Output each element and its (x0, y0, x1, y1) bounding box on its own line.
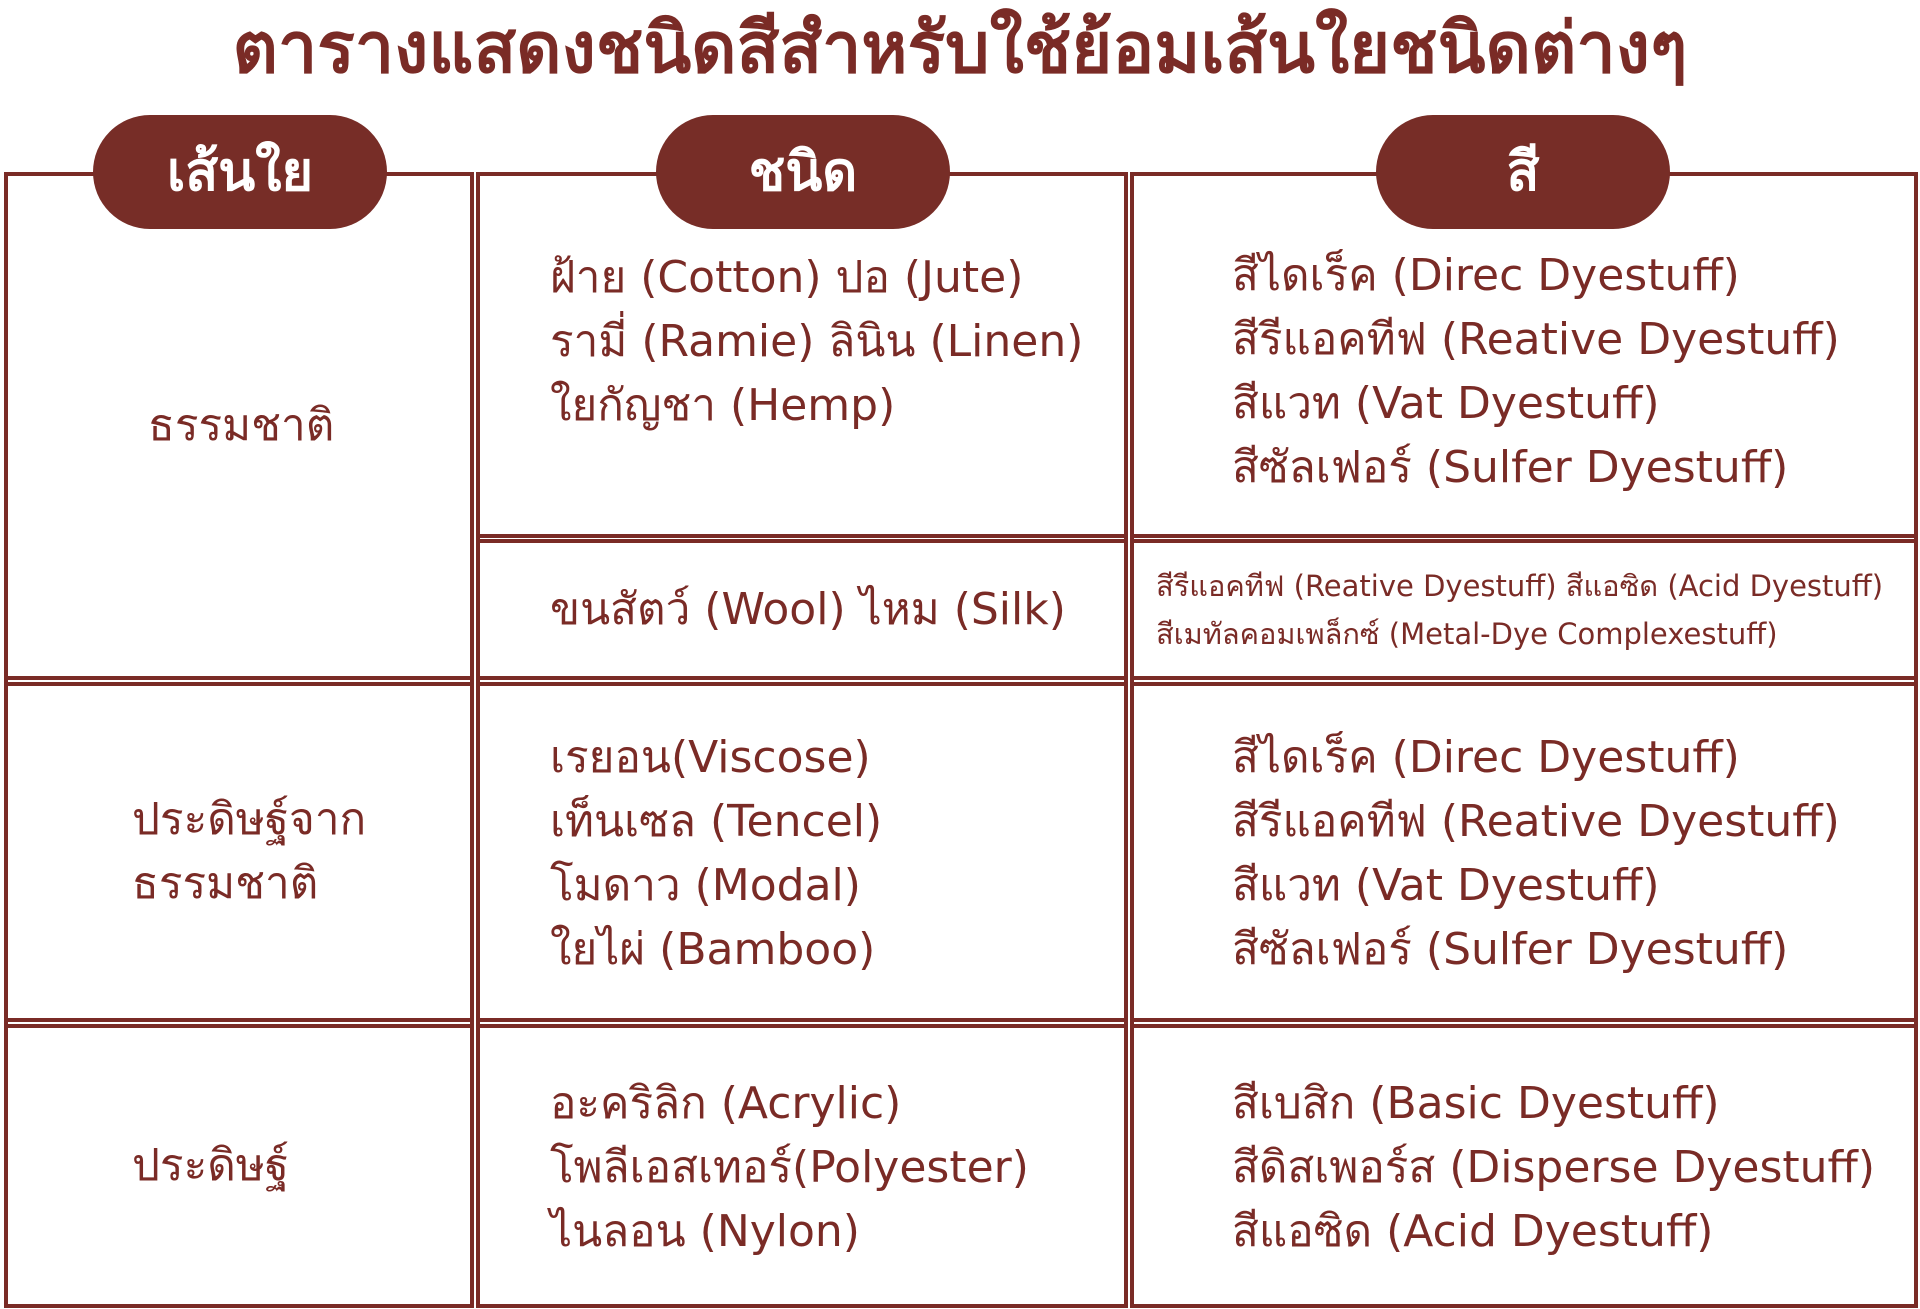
dye-cell (1232, 1072, 1912, 1272)
row-divider (1130, 676, 1918, 680)
type-cell (550, 1072, 1120, 1272)
dye-item: สีรีแอคทีฟ (Reative Dyestuff) สีแอซิด (Acid Dyestuff) (1156, 568, 1884, 603)
row-divider (1130, 1024, 1918, 1028)
type-item: ฝ้าย (Cotton) ปอ (Jute) (550, 252, 1024, 303)
row-divider (476, 676, 1128, 680)
fiber-label: ประดิษฐ์จาก (132, 794, 367, 845)
fiber-cell-natural (148, 176, 466, 676)
table-border (1914, 172, 1918, 1308)
table-border (470, 172, 474, 1308)
table-border (476, 172, 480, 1308)
dye-item: สีรีแอคทีฟ (Reative Dyestuff) (1232, 796, 1840, 847)
table-border (4, 172, 8, 1308)
type-cell (550, 543, 1120, 676)
dye-cell (1156, 543, 1912, 676)
type-item: ใยไผ่ (Bamboo) (550, 924, 876, 975)
row-divider (476, 1024, 1128, 1028)
dye-item: สีดิสเพอร์ส (Disperse Dyestuff) (1232, 1142, 1876, 1193)
dye-item: สีเบสิก (Basic Dyestuff) (1232, 1078, 1720, 1129)
table-border (1130, 172, 1134, 1308)
row-divider (1130, 534, 1918, 538)
row-divider (1130, 682, 1918, 686)
row-divider (476, 1018, 1128, 1022)
type-item: เรยอน(Viscose) (550, 732, 871, 783)
fiber-cell-synthetic (132, 1028, 466, 1304)
dye-cell (1232, 244, 1912, 504)
type-item: อะคริลิก (Acrylic) (550, 1078, 902, 1129)
dye-item: สีเมทัลคอมเพล็กซ์ (Metal-Dye Complexestuff) (1156, 616, 1778, 651)
dye-item: สีซัลเฟอร์ (Sulfer Dyestuff) (1232, 924, 1789, 975)
fiber-label: ธรรมชาติ (132, 858, 319, 909)
row-divider (476, 682, 1128, 686)
dye-item: สีซัลเฟอร์ (Sulfer Dyestuff) (1232, 442, 1789, 493)
dye-item: สีแวท (Vat Dyestuff) (1232, 860, 1660, 911)
table-border (1130, 1304, 1918, 1308)
dye-item: สีแอซิด (Acid Dyestuff) (1232, 1206, 1714, 1257)
header-type: ชนิด (656, 115, 950, 229)
type-item: โมดาว (Modal) (550, 860, 861, 911)
type-cell (550, 246, 1120, 472)
table-border (4, 1304, 474, 1308)
page-title: ตารางแสดงชนิดสีสำหรับใช้ย้อมเส้นใยชนิดต่างๆ (232, 7, 1688, 89)
type-item: ใยกัญชา (Hemp) (550, 380, 896, 431)
row-divider (476, 534, 1128, 538)
type-item: ไนลอน (Nylon) (550, 1206, 860, 1257)
table-border (476, 1304, 1128, 1308)
row-divider (1130, 1018, 1918, 1022)
fiber-label: ประดิษฐ์ (132, 1140, 290, 1191)
dye-item: สีไดเร็ค (Direc Dyestuff) (1232, 732, 1740, 783)
type-item: โพลีเอสเทอร์(Polyester) (550, 1142, 1029, 1193)
fiber-cell-regenerated (132, 686, 466, 1018)
row-divider (4, 676, 474, 680)
fiber-label: ธรรมชาติ (148, 400, 335, 451)
row-divider (4, 1018, 474, 1022)
header-fiber: เส้นใย (93, 115, 387, 229)
header-dye: สี (1376, 115, 1670, 229)
type-item: ขนสัตว์ (Wool) ไหม (Silk) (550, 583, 1066, 635)
type-item: รามี่ (Ramie) ลินิน (Linen) (550, 316, 1084, 367)
type-item: เท็นเซล (Tencel) (550, 796, 883, 847)
table-border (1124, 172, 1128, 1308)
dye-cell (1232, 726, 1912, 986)
dye-item: สีแวท (Vat Dyestuff) (1232, 378, 1660, 429)
dye-item: สีไดเร็ค (Direc Dyestuff) (1232, 250, 1740, 301)
type-cell (550, 726, 1120, 986)
dye-item: สีรีแอคทีฟ (Reative Dyestuff) (1232, 314, 1840, 365)
